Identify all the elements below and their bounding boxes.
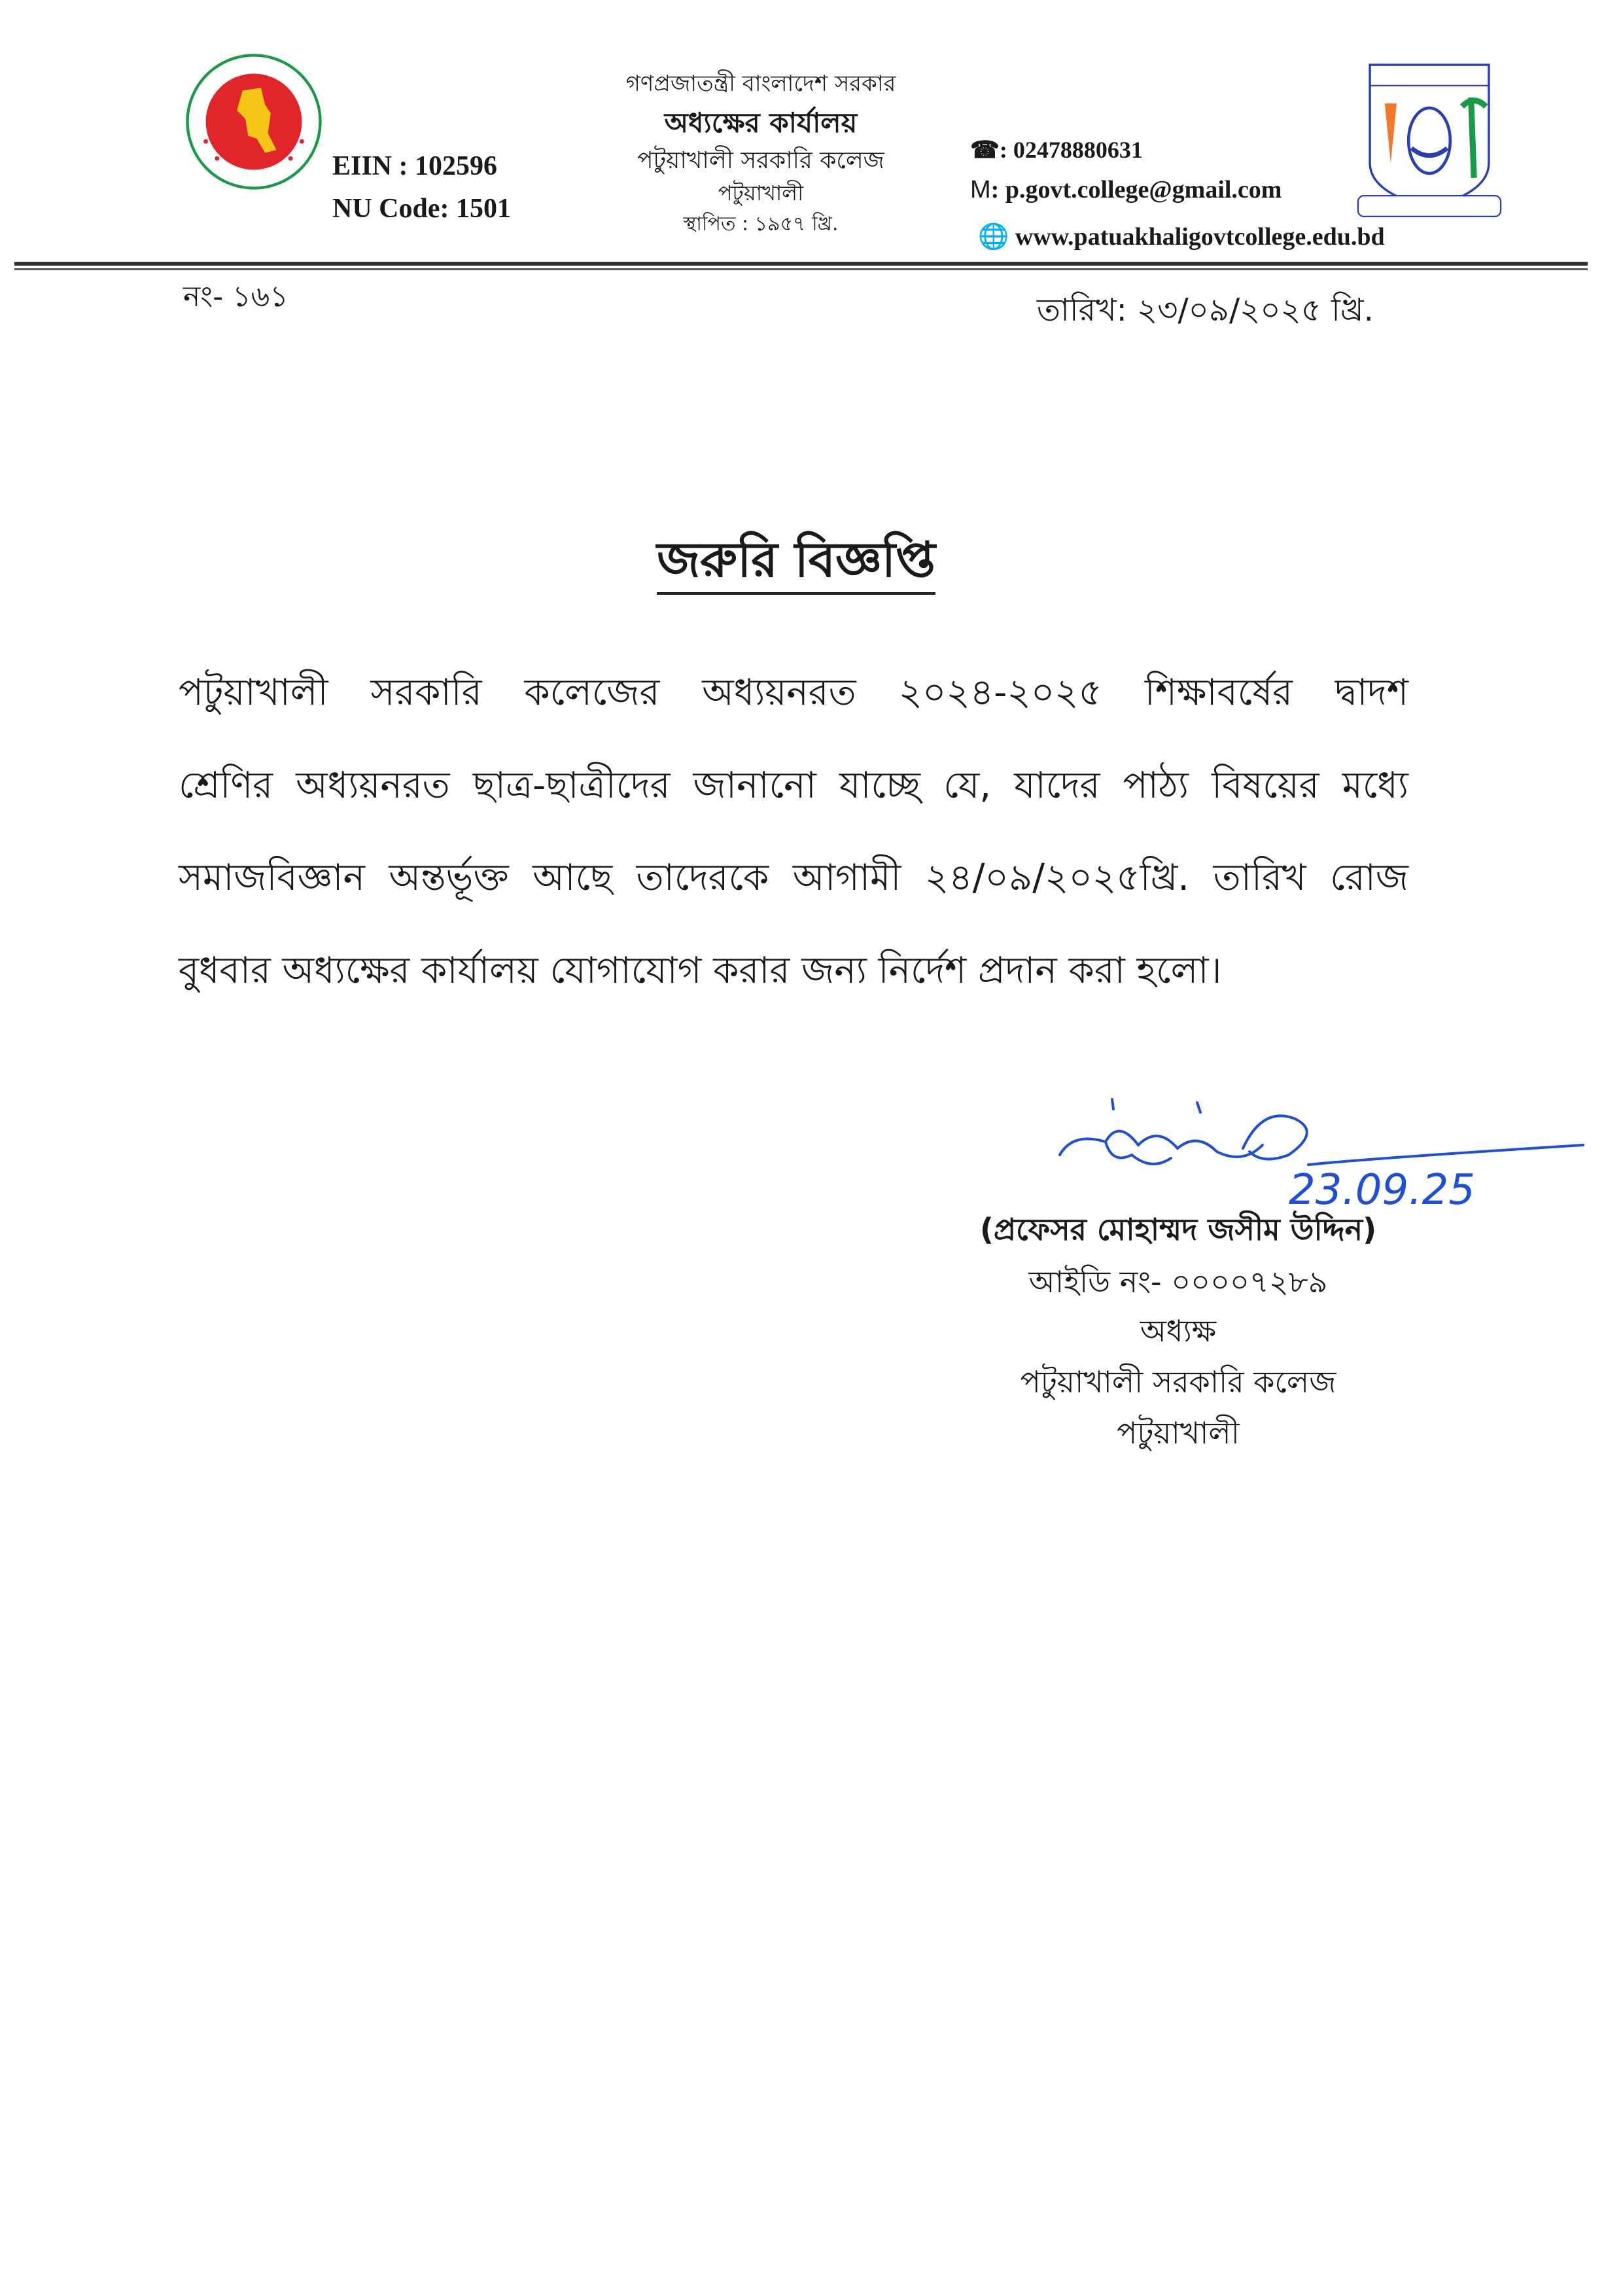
- phone-number: : 02478880631: [999, 137, 1143, 163]
- notice-title: [0, 523, 1592, 604]
- signatory-designation: অধ্যক্ষ: [1140, 1313, 1217, 1349]
- email-contact: [970, 175, 1282, 204]
- signatory-id: আইডি নং- ০০০০৭২৮৯: [1028, 1264, 1328, 1299]
- body-line: শ্রেণির অধ্যয়নরত ছাত্র-ছাত্রীদের জানানো যাচ্ছে যে, যাদের পাঠ্য বিষয়ের মধ্যে: [179, 764, 1408, 807]
- signature-date: 23.09.25: [1289, 1166, 1475, 1214]
- college-city: পটুয়াখালী: [718, 181, 804, 205]
- header-divider: [14, 262, 1588, 266]
- college-name: পটুয়াখালী সরকারি কলেজ: [637, 147, 884, 174]
- notice-title-text: জরুরি বিজ্ঞপ্তি: [657, 532, 935, 595]
- body-line: সমাজবিজ্ঞান অন্তর্ভূক্ত আছে তাদেরকে আগামী ২৪/০৯/২০২৫খ্রি. তারিখ রোজ: [179, 857, 1408, 899]
- memo-number: নং- ১৬১: [183, 280, 288, 313]
- body-line: পটুয়াখালী সরকারি কলেজের অধ্যয়নরত ২০২৪-২০২৫ শিক্ষাবর্ষের দ্বাদশ: [179, 671, 1408, 714]
- body-line: বুধবার অধ্যক্ষের কার্যালয় যোগাযোগ করার জন্য নির্দেশ প্রদান করা হলো।: [179, 949, 1222, 992]
- website-url: www.patuakhaligovtcollege.edu.bd: [1015, 223, 1385, 251]
- email-address: : p.govt.college@gmail.com: [990, 176, 1282, 203]
- eiin-number: EIIN : 102596: [332, 151, 498, 181]
- signatory-city: পটুয়াখালী: [1117, 1415, 1240, 1451]
- established-year: স্থাপিত : ১৯৫৭ খ্রি.: [683, 213, 839, 236]
- govt-name: গণপ্রজাতন্ত্রী বাংলাদেশ সরকার: [625, 71, 896, 97]
- mail-icon: M: [970, 176, 991, 203]
- office-name: অধ্যক্ষের কার্যালয়: [664, 107, 858, 139]
- header-divider-thin: [14, 268, 1588, 270]
- handwritten-signature: [1047, 1093, 1603, 1224]
- signatory-college: পটুয়াখালী সরকারি কলেজ: [1020, 1364, 1336, 1400]
- phone-icon: ☎: [970, 137, 1000, 163]
- nu-code: NU Code: 1501: [332, 194, 511, 224]
- signatory-name: (প্রফেসর মোহাম্মদ জসীম উদ্দিন): [979, 1212, 1377, 1247]
- globe-icon: 🌐: [978, 223, 1009, 251]
- phone-contact: [970, 136, 1143, 164]
- notice-date: তারিখ: ২৩/০৯/২০২৫ খ্রি.: [1037, 292, 1374, 328]
- bangladesh-govt-seal-logo: [183, 51, 324, 192]
- college-crest-logo: [1354, 59, 1505, 222]
- website-contact: [978, 222, 1385, 251]
